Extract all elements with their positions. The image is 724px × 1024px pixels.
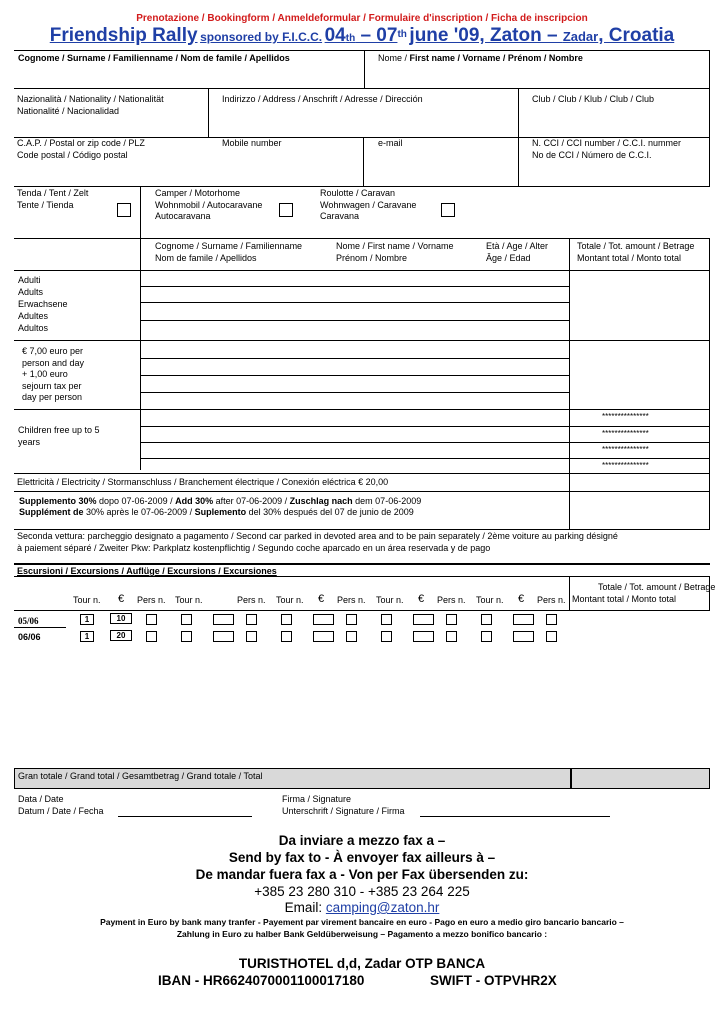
col-name-header: Nome / First name / Vorname Prénom / Nombre (336, 241, 454, 263)
price-cell[interactable]: 10 (110, 613, 132, 624)
mobile-label: Mobile number (222, 138, 282, 148)
pers-count-cell[interactable] (346, 631, 357, 642)
tour-header: Tour n. (175, 595, 203, 605)
price-per-person-label: € 7,00 euro per person and day + 1,00 euro sejourn tax per day per person (22, 346, 85, 402)
cci-label: N. CCI / CCI number / C.C.I. nummer No de CCI / Número de C.C.I. (532, 138, 682, 160)
first-name-field[interactable] (368, 66, 706, 86)
camper-label: Camper / Motorhome Wohnmobil / Autocaravane Autocaravana (155, 188, 263, 222)
total-cell-stars: *************** (602, 429, 649, 438)
price-cell[interactable]: 20 (110, 630, 132, 641)
tour-number-cell[interactable] (181, 631, 192, 642)
euro-header: € (518, 593, 525, 605)
pers-header: Pers n. (437, 595, 466, 605)
pers-count-cell[interactable] (446, 614, 457, 625)
pers-header: Pers n. (337, 595, 366, 605)
total-cell-stars: *************** (602, 412, 649, 421)
date-label: Data / Date Datum / Date / Fecha (18, 794, 104, 816)
signature-field[interactable] (420, 816, 610, 817)
form-subtitle: Prenotazione / Bookingform / Anmeldeformular / Formulaire d'inscription / Ficha de inscripcion (136, 13, 588, 24)
pers-count-cell[interactable] (546, 631, 557, 642)
total-cell-stars: *************** (602, 445, 649, 454)
second-car-label: Seconda vettura: parcheggio designato a pagamento / Second car parked in devoted area and to be pain separately / 2ème voiture au parking désigné à paiement séparé / Zweiter Pkw: Parkplatz kostenpflichtig / Segundo coche aparcado en un área reservada y de pago (17, 531, 618, 553)
tour-header: Tour n. (73, 595, 101, 605)
club-field[interactable] (522, 118, 706, 134)
price-cell[interactable] (513, 631, 534, 642)
price-cell[interactable] (213, 614, 234, 625)
tour-header: Tour n. (376, 595, 404, 605)
grand-total-row (14, 768, 710, 789)
tour-number-cell[interactable] (381, 614, 392, 625)
nationality-label: Nazionalità / Nationality / Nationalität Nationalité / Nacionalidad (17, 94, 164, 116)
pers-count-cell[interactable] (546, 614, 557, 625)
fax-instructions: Da inviare a mezzo fax a – Send by fax to - À envoyer fax ailleurs à – De mandar fuera fax a - Von per Fax übersenden zu: (195, 833, 529, 882)
price-cell[interactable] (513, 614, 534, 625)
tour-number-cell[interactable] (481, 614, 492, 625)
address-label: Indirizzo / Address / Anschrift / Adresse / Dirección (222, 94, 423, 104)
excursion-date: 05/06 (18, 616, 39, 626)
pers-count-cell[interactable] (446, 631, 457, 642)
caravan-checkbox[interactable] (441, 203, 455, 217)
euro-header: € (418, 593, 425, 605)
first-name-label: Nome / First name / Vorname / Prénom / Nombre (378, 53, 583, 63)
price-cell[interactable] (413, 614, 434, 625)
tour-header: Tour n. (476, 595, 504, 605)
pers-count-cell[interactable] (246, 631, 257, 642)
email-line: Email: camping@zaton.hr (284, 900, 440, 915)
col-total-header: Totale / Tot. amount / Betrage Montant total / Monto total (577, 241, 695, 263)
pers-count-cell[interactable] (346, 614, 357, 625)
tour-number-cell[interactable]: 1 (80, 631, 94, 642)
price-cell[interactable] (313, 631, 334, 642)
pers-header: Pers n. (237, 595, 266, 605)
pers-header: Pers n. (537, 595, 566, 605)
signature-label: Firma / Signature Unterschrift / Signature / Firma (282, 794, 405, 816)
tent-label: Tenda / Tent / Zelt Tente / Tienda (17, 188, 89, 210)
camper-checkbox[interactable] (279, 203, 293, 217)
pers-header: Pers n. (137, 595, 166, 605)
excursions-title: Escursioni / Excursions / Auflüge / Excursions / Excursiones (17, 566, 277, 576)
electricity-label: Elettricità / Electricity / Stormanschluss / Branchement électrique / Conexión eléctrica € 20,00 (17, 477, 389, 487)
euro-header: € (118, 593, 125, 605)
euro-header: € (318, 593, 325, 605)
price-cell[interactable] (413, 631, 434, 642)
total-cell-stars: *************** (602, 461, 649, 470)
supplement-line-1: Supplemento 30% dopo 07-06-2009 / Add 30% after 07-06-2009 / Zuschlag nach dem 07-06-2009 (19, 496, 422, 506)
col-surname-header: Cognome / Surname / Familienname Nom de famile / Apellidos (155, 241, 303, 263)
pers-count-cell[interactable] (146, 631, 157, 642)
tour-number-cell[interactable] (281, 631, 292, 642)
excursion-date: 06/06 (18, 632, 41, 642)
surname-label: Cognome / Surname / Familienname / Nom de famile / Apellidos (18, 53, 290, 63)
children-label: Children free up to 5 years (18, 425, 100, 447)
address-field[interactable] (212, 118, 514, 134)
col-age-header: Età / Age / Alter Âge / Edad (486, 241, 549, 263)
bank-name: TURISTHOTEL d,d, Zadar OTP BANCA (238, 956, 486, 971)
tour-number-cell[interactable]: 1 (80, 614, 94, 625)
grand-total-label: Gran totale / Grand total / Gesamtbetrag / Grand totale / Total (18, 771, 263, 781)
pers-count-cell[interactable] (246, 614, 257, 625)
tour-number-cell[interactable] (481, 631, 492, 642)
swift: SWIFT - OTPVHR2X (430, 973, 557, 988)
grand-total-field[interactable] (572, 769, 709, 788)
page-title: Friendship Rally sponsored by F.I.C.C. 04th – 07th june '09, Zaton – Zadar, Croatia (49, 25, 675, 46)
supplement-line-2: Supplément de 30% après le 07-06-2009 / Suplemento del 30% después del 07 de junio de 2009 (19, 507, 414, 517)
date-field[interactable] (118, 816, 252, 817)
postal-code-label: C.A.P. / Postal or zip code / PLZ Code postal / Código postal (17, 138, 145, 160)
fax-numbers: +385 23 280 310 - +385 23 264 225 (254, 884, 470, 899)
tour-header: Tour n. (276, 595, 304, 605)
pers-count-cell[interactable] (146, 614, 157, 625)
excursions-total-header: Totale / Tot. amount / Betrage Montant total / Monto total (572, 582, 716, 604)
email-label: e-mail (378, 138, 403, 148)
tour-number-cell[interactable] (181, 614, 192, 625)
club-label: Club / Club / Klub / Club / Club (532, 94, 655, 104)
email-link[interactable]: camping@zaton.hr (325, 900, 440, 915)
price-cell[interactable] (313, 614, 334, 625)
tour-number-cell[interactable] (381, 631, 392, 642)
tour-number-cell[interactable] (281, 614, 292, 625)
price-cell[interactable] (213, 631, 234, 642)
caravan-label: Roulotte / Caravan Wohnwagen / Caravane Caravana (320, 188, 417, 222)
tent-checkbox[interactable] (117, 203, 131, 217)
surname-field[interactable] (18, 66, 362, 86)
payment-info: Payment in Euro by bank many tranfer - Payement par virement bancaire en euro - Pago en euro a medio giro bancario bancario – Zahlung in Euro zu halber Bank Geldüberweisung – Pagamento a mezzo bonifico bancario : (100, 917, 624, 939)
adults-label: Adulti Adults Erwachsene Adultes Adultos (18, 275, 68, 333)
iban: IBAN - HR6624070001100017180 (158, 973, 365, 988)
